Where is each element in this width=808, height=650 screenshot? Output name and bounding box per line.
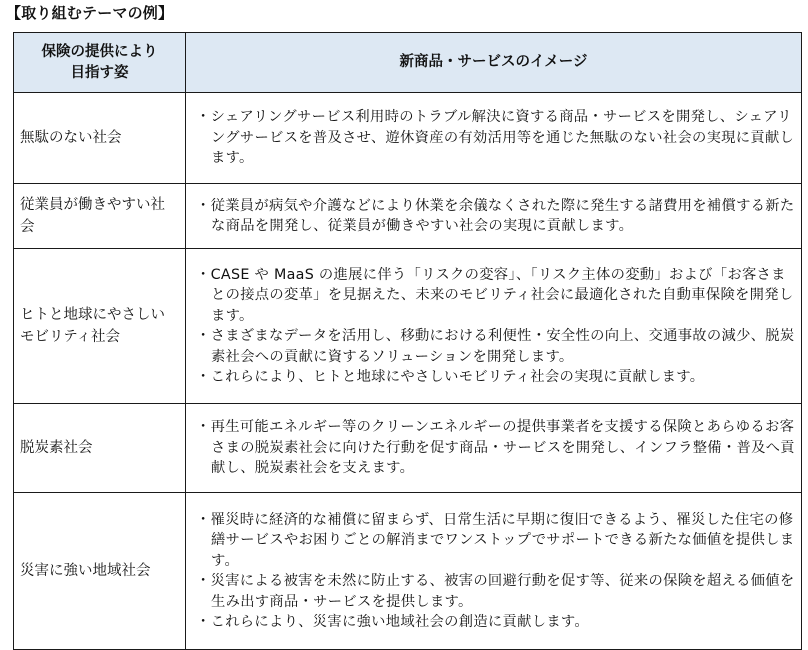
bullet-item: ・従業員が病気や介護などにより休業を余儀なくされた際に発生する諸費用を補償する新たな商品を開発し、従業員が働きやすい社会の実現に貢献します。 <box>196 197 795 234</box>
table-row <box>14 184 802 249</box>
section-caption: 【取り組むテーマの例】 <box>6 4 174 22</box>
header-image: 新商品・サービスのイメージ <box>186 33 802 93</box>
table-row <box>14 249 802 404</box>
description-cell <box>186 93 802 184</box>
bullet-item: ・これらにより、災害に強い地域社会の創造に貢献します。 <box>196 614 589 630</box>
goal-cell: ヒトと地球にやさしいモビリティ社会 <box>14 249 186 404</box>
header-goal-line1: 保険の提供により <box>41 43 158 60</box>
description-cell <box>186 184 802 249</box>
goal-cell: 脱炭素社会 <box>14 404 186 493</box>
header-goal-line2: 目指す姿 <box>70 64 129 81</box>
bullet-item: ・CASE や MaaS の進展に伴う「リスクの変容」、「リスク主体の変動」および「お客さまとの接点の変革」を見据えた、未来のモビリティ社会に最適化された自動車保険を開発します。 <box>196 266 794 324</box>
goal-cell: 従業員が働きやすい社会 <box>14 184 186 249</box>
bullet-item: ・さまざまなデータを活用し、移動における利便性・安全性の向上、交通事故の減少、脱炭素社会への貢献に資するソリューションを開発します。 <box>196 328 795 365</box>
description-cell <box>186 493 802 650</box>
bullet-item: ・災害による被害を未然に防止する、被害の回避行動を促す等、従来の保険を超える価値を生み出す商品・サービスを提供します。 <box>196 573 795 610</box>
bullet-item: ・再生可能エネルギー等のクリーンエネルギーの提供事業者を支援する保険とあらゆるお客さまの脱炭素社会に向けた行動を促す商品・サービスを開発し、インフラ整備・普及へ貢献し、脱炭素社会を支えます。 <box>196 419 795 477</box>
bullet-item: ・罹災時に経済的な補償に留まらず、日常生活に早期に復旧できるよう、罹災した住宅の修繕サービスやお困りごとの解消までワンストップでサポートできる新たな価値を提供します。 <box>196 511 795 569</box>
description-cell <box>186 249 802 404</box>
bullet-item: ・シェアリングサービス利用時のトラブル解決に資する商品・サービスを開発し、シェアリングサービスを普及させ、遊休資産の有効活用等を通じた無駄のない社会の実現に貢献します。 <box>196 109 795 167</box>
description-cell <box>186 404 802 493</box>
goal-cell: 無駄のない社会 <box>14 93 186 184</box>
table-row <box>14 404 802 493</box>
goal-cell: 災害に強い地域社会 <box>14 493 186 650</box>
table-header-row <box>14 33 802 93</box>
header-goal <box>14 33 186 93</box>
table-row <box>14 493 802 650</box>
bullet-item: ・これらにより、ヒトと地球にやさしいモビリティ社会の実現に貢献します。 <box>196 369 705 385</box>
table-row <box>14 93 802 184</box>
themes-table <box>13 32 802 650</box>
